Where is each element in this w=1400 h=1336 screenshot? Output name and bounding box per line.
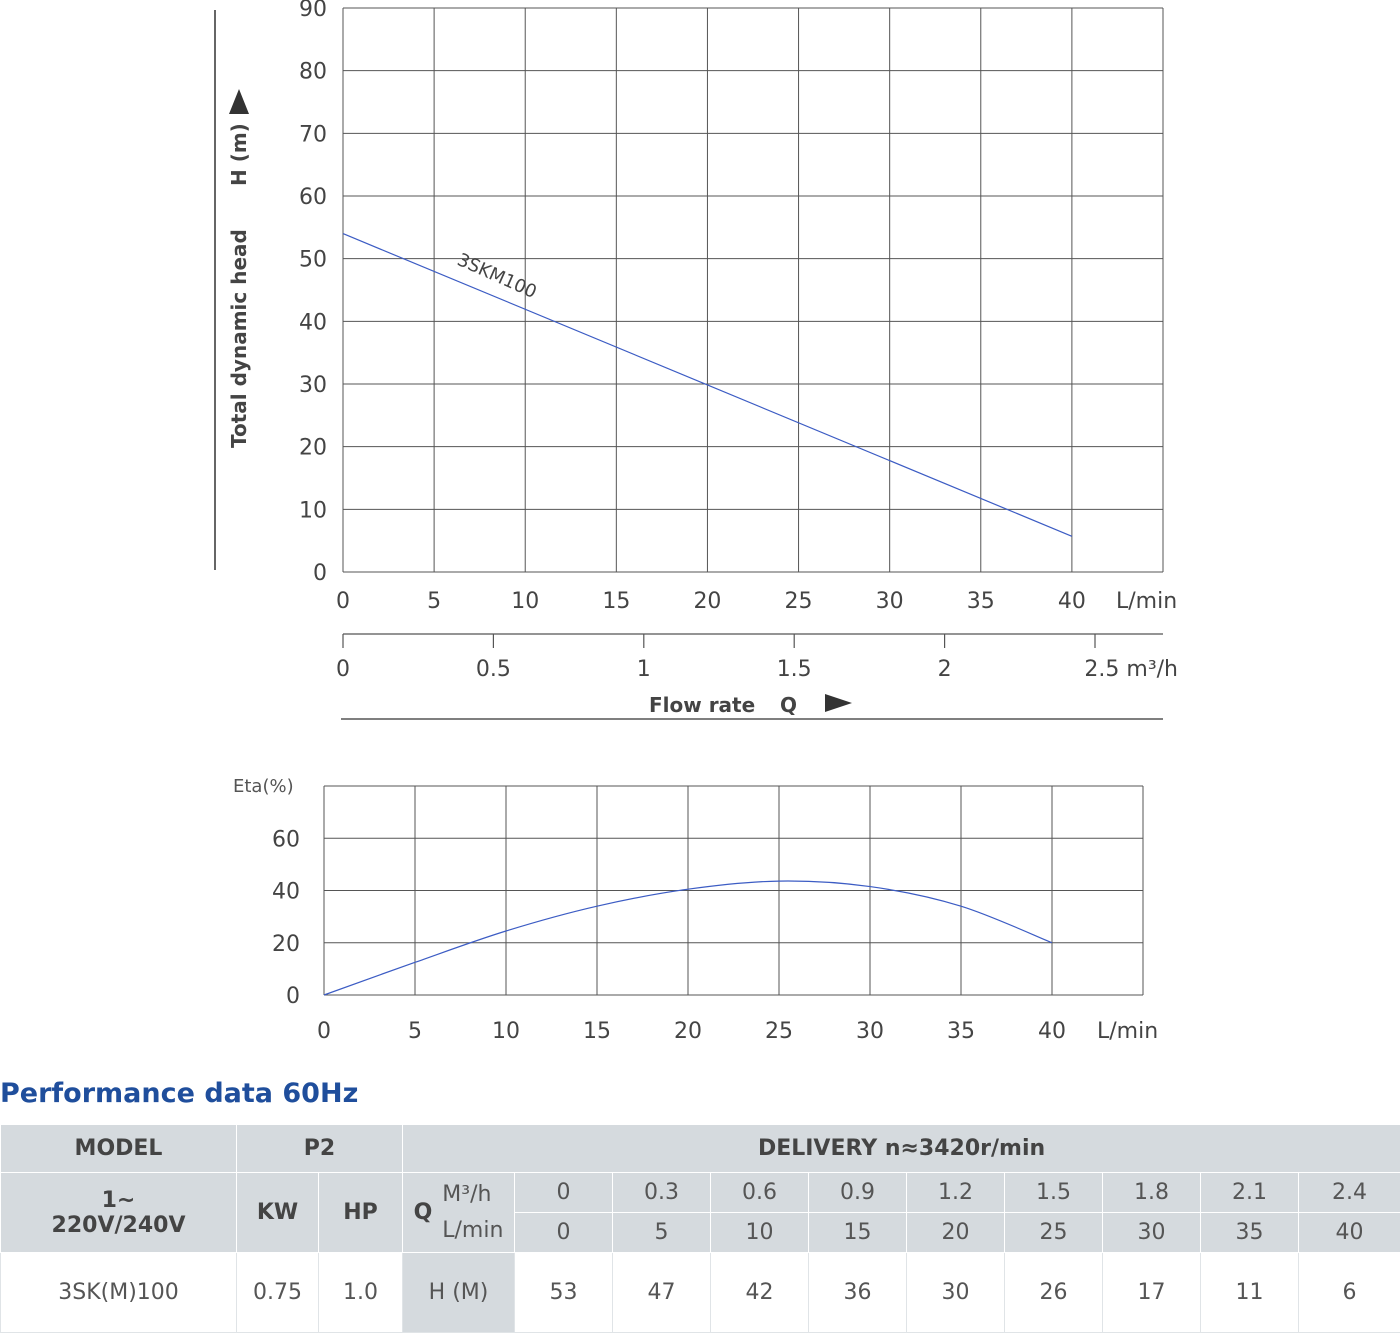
header-voltage-value: 220V/240V bbox=[51, 1212, 186, 1238]
head-value: 47 bbox=[613, 1253, 711, 1333]
lmin-value: 30 bbox=[1103, 1213, 1201, 1253]
m3h-value: 0.6 bbox=[711, 1173, 809, 1213]
curve-label: 3SKM100 bbox=[453, 249, 540, 303]
lmin-value: 0 bbox=[515, 1213, 613, 1253]
head-x-tick-labels bbox=[336, 589, 1086, 614]
x-tick-label: 40 bbox=[1057, 589, 1086, 614]
secondary-tick-label: 1 bbox=[636, 657, 651, 682]
table-header-row-2 bbox=[1, 1173, 1400, 1213]
head-value: 26 bbox=[1005, 1253, 1103, 1333]
lmin-value: 35 bbox=[1201, 1213, 1299, 1253]
lmin-value: 15 bbox=[809, 1213, 907, 1253]
secondary-tick-label: 2 bbox=[937, 657, 952, 682]
x-tick-label: 10 bbox=[511, 589, 540, 614]
y-tick-label: 50 bbox=[299, 247, 327, 273]
x-tick-label: 25 bbox=[784, 589, 813, 614]
lmin-value: 20 bbox=[907, 1213, 1005, 1253]
y-axis-title: Total dynamic head bbox=[227, 229, 251, 448]
head-value: 53 bbox=[515, 1253, 613, 1333]
header-q-letter: Q bbox=[413, 1200, 433, 1225]
x-tick-label: 15 bbox=[583, 1019, 611, 1044]
y-tick-label: 20 bbox=[272, 931, 300, 957]
table-header-row-1 bbox=[1, 1125, 1400, 1173]
x-tick-label: 25 bbox=[765, 1019, 793, 1044]
secondary-tick-label: 0 bbox=[336, 657, 350, 682]
x-tick-label: 20 bbox=[674, 1019, 702, 1044]
y-tick-label: 0 bbox=[313, 561, 327, 586]
y-tick-label: 70 bbox=[299, 122, 327, 148]
m3h-value: 1.2 bbox=[907, 1173, 1005, 1213]
secondary-tick-label: 0.5 bbox=[475, 657, 511, 682]
x-axis-unit: L/min bbox=[1116, 589, 1178, 614]
lmin-value: 40 bbox=[1299, 1213, 1400, 1253]
head-y-tick-labels bbox=[299, 0, 327, 586]
header-model: MODEL bbox=[1, 1125, 237, 1173]
m3h-value: 1.5 bbox=[1005, 1173, 1103, 1213]
table-row bbox=[1, 1253, 1400, 1333]
x-tick-label: 15 bbox=[602, 589, 631, 614]
y-axis-arrow-icon bbox=[229, 89, 249, 114]
y-axis-unit: H (m) bbox=[227, 123, 251, 186]
y-tick-label: 60 bbox=[272, 827, 300, 853]
secondary-axis-unit: 2.5 m³/h bbox=[1084, 657, 1178, 682]
performance-table bbox=[0, 1124, 1400, 1333]
y-tick-label: 40 bbox=[272, 879, 300, 905]
header-q bbox=[403, 1173, 515, 1253]
x-tick-label: 35 bbox=[947, 1019, 975, 1044]
y-tick-label: 90 bbox=[299, 0, 327, 22]
y-tick-label: 20 bbox=[299, 435, 327, 461]
x-tick-label: 0 bbox=[317, 1019, 331, 1044]
x-tick-label: 5 bbox=[408, 1019, 422, 1044]
y-tick-label: 60 bbox=[299, 185, 327, 210]
flow-rate-symbol: Q bbox=[780, 693, 798, 717]
y-tick-label: 80 bbox=[299, 59, 327, 85]
m3h-value: 2.1 bbox=[1201, 1173, 1299, 1213]
performance-title: Performance data 60Hz bbox=[0, 1078, 359, 1109]
flow-arrow-icon bbox=[825, 694, 852, 712]
row-hp: 1.0 bbox=[319, 1253, 403, 1333]
flow-rate-label: Flow rate bbox=[649, 693, 756, 717]
x-tick-label: 30 bbox=[875, 589, 904, 614]
m3h-value: 1.8 bbox=[1103, 1173, 1201, 1213]
x-tick-label: 20 bbox=[693, 589, 722, 614]
y-tick-label: 40 bbox=[299, 310, 327, 336]
m3h-value: 0.3 bbox=[613, 1173, 711, 1213]
head-grid bbox=[343, 8, 1163, 572]
eta-chart bbox=[233, 776, 1158, 1044]
header-hp: HP bbox=[319, 1173, 403, 1253]
y-tick-label: 30 bbox=[299, 373, 327, 398]
x-tick-label: 0 bbox=[336, 589, 350, 614]
x-tick-label: 10 bbox=[492, 1019, 520, 1044]
y-tick-label: 10 bbox=[299, 498, 327, 524]
header-phase: 1~ bbox=[101, 1187, 136, 1213]
header-voltage bbox=[1, 1173, 237, 1253]
m3h-value: 2.4 bbox=[1299, 1173, 1400, 1213]
head-value: 36 bbox=[809, 1253, 907, 1333]
head-value: 11 bbox=[1201, 1253, 1299, 1333]
x-tick-label: 35 bbox=[966, 589, 995, 614]
header-p2: P2 bbox=[237, 1125, 403, 1173]
y-tick-label: 0 bbox=[286, 984, 300, 1009]
header-kw: KW bbox=[237, 1173, 319, 1253]
row-h-label: H (M) bbox=[403, 1253, 515, 1333]
eta-x-axis-unit: L/min bbox=[1097, 1019, 1159, 1044]
head-value: 6 bbox=[1299, 1253, 1400, 1333]
secondary-tick-label: 1.5 bbox=[776, 657, 812, 682]
head-value: 30 bbox=[907, 1253, 1005, 1333]
row-model: 3SK(M)100 bbox=[1, 1253, 237, 1333]
secondary-x-ticks bbox=[336, 634, 1095, 682]
lmin-value: 10 bbox=[711, 1213, 809, 1253]
header-lmin: L/min bbox=[442, 1217, 504, 1243]
header-delivery: DELIVERY n≈3420r/min bbox=[403, 1125, 1400, 1173]
lmin-value: 25 bbox=[1005, 1213, 1103, 1253]
lmin-value: 5 bbox=[613, 1213, 711, 1253]
x-tick-label: 30 bbox=[856, 1019, 884, 1044]
head-value: 42 bbox=[711, 1253, 809, 1333]
row-kw: 0.75 bbox=[237, 1253, 319, 1333]
header-m3h: M³/h bbox=[442, 1181, 492, 1207]
m3h-value: 0.9 bbox=[809, 1173, 907, 1213]
x-tick-label: 40 bbox=[1038, 1019, 1066, 1044]
head-chart bbox=[215, 0, 1178, 719]
eta-axis-title: Eta(%) bbox=[233, 776, 294, 797]
m3h-value: 0 bbox=[515, 1173, 613, 1213]
head-value: 17 bbox=[1103, 1253, 1201, 1333]
x-tick-label: 5 bbox=[427, 589, 442, 614]
eta-y-tick-labels bbox=[272, 827, 300, 1009]
eta-x-tick-labels bbox=[317, 1019, 1066, 1044]
eta-grid bbox=[324, 786, 1143, 995]
